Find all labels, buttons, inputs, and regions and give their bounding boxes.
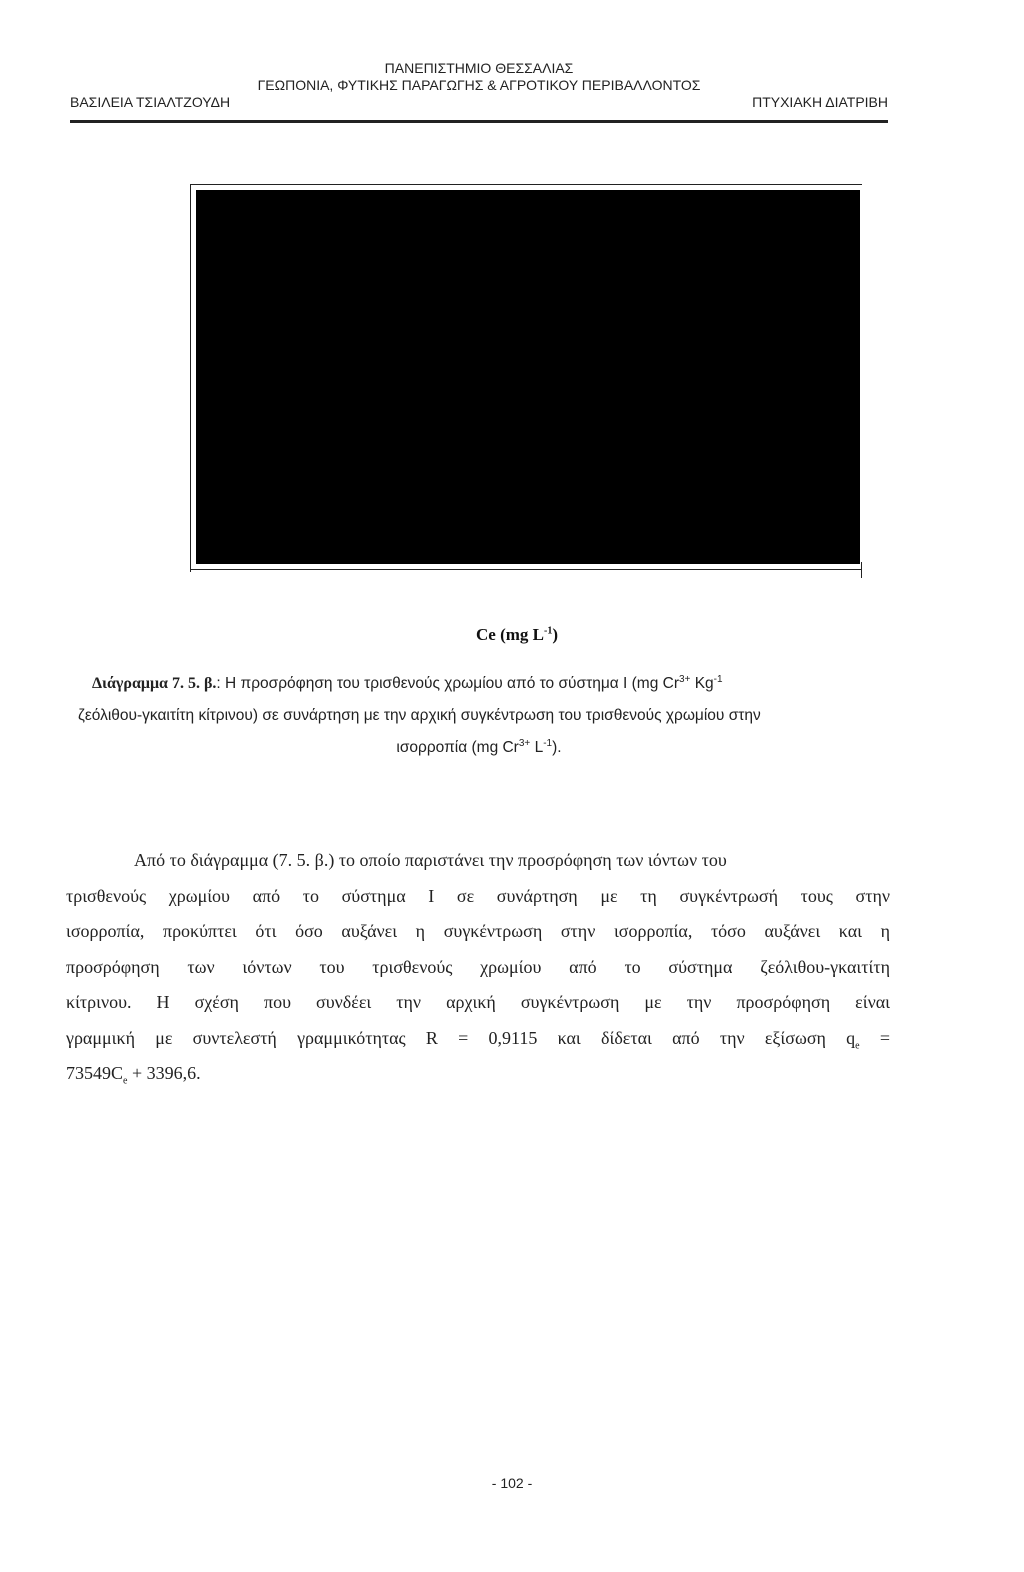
paragraph-line-4: προσρόφηση των ιόντων του τρισθενούς χρωμίου από το σύστημα ζεόλιθου-γκαιτίτη [66,956,890,977]
paragraph-line-2: τρισθενούς χρωμίου από το σύστημα Ι σε συνάρτηση με τη συγκέντρωσή τους στην [66,885,890,906]
caption-line-2: ζεόλιθου-γκαιτίτη κίτρινου) σε συνάρτηση με την αρχική συγκέντρωση του τρισθενούς χρωμίου στην [78,707,761,724]
header-author: ΒΑΣΙΛΕΙΑ ΤΣΙΑΛΤΖΟΥΔΗ [70,94,231,110]
paragraph-line-5: κίτρινου. Η σχέση που συνδέει την αρχική συγκέντρωση με την προσρόφηση είναι [66,992,890,1012]
header-thesis-type: ΠΤΥΧΙΑΚΗ ΔΙΑΤΡΙΒΗ [752,94,888,110]
caption-line-3: ισορροπία (mg $Cr^{3+}$ $L^{-1}$). [396,737,562,756]
paragraph-line-3: ισορροπία, προκύπτει ότι όσο αυξάνει η συγκέντρωση στην ισορροπία, τόσο αυξάνει και η [66,921,890,941]
paragraph-line-7: $73549C_e + 3396,6$. [66,1063,201,1087]
caption-label: Διάγραμμα 7. 5. β. [92,675,217,692]
figure-right-tick [861,562,862,578]
page-number: - 102 - [491,1475,533,1491]
figure-x-axis [190,569,862,570]
figure-image-redacted [196,190,860,564]
header-university: ΠΑΝΕΠΙΣΤΗΜΙΟ ΘΕΣΣΑΛΙΑΣ [384,60,574,76]
paragraph-line-1: Από το διάγραμμα (7. 5. β.) το οποίο παριστάνει την προσρόφηση των ιόντων του [134,850,727,870]
figure-x-axis-label: Ce (mg $L^{-1}$) [476,625,558,644]
paragraph-line-6: γραμμική με συντελεστή γραμμικότητας R = 0,9115 και δίδεται από την εξίσωση $q_e$ = [66,1027,891,1052]
header-rule [70,120,888,123]
header-author-row [70,94,888,111]
page-header [70,60,888,111]
figure-y-axis [190,184,191,572]
body-paragraph [66,843,890,1092]
header-department: ΓΕΩΠΟΝΙΑ, ΦΥΤΙΚΗΣ ΠΑΡΑΓΩΓΗΣ & ΑΓΡΟΤΙΚΟΥ ΠΕΡΙΒΑΛΛΟΝΤΟΣ [257,77,701,93]
caption-line-1: Διάγραμμα 7. 5. β.: Η προσρόφηση του τρισθενούς χρωμίου από το σύστημα Ι (mg $Cr^{3+}$ $Kg^{-1}$ [92,673,723,692]
figure-frame-top [190,184,862,185]
figure-caption [70,668,888,764]
